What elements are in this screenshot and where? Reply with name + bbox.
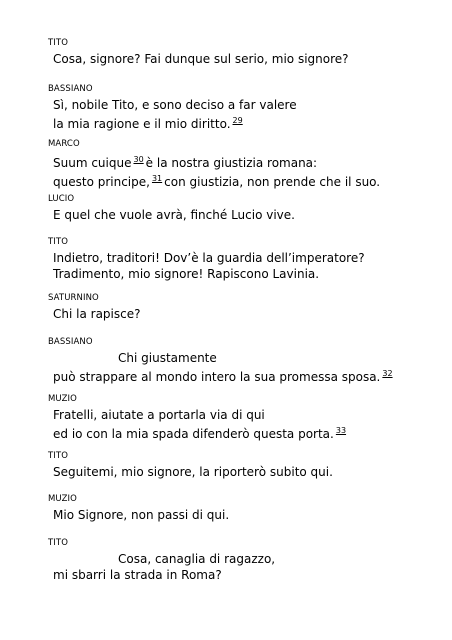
footnote-link[interactable]: 31: [151, 174, 163, 183]
speaker-name: SATURNINO: [48, 293, 99, 303]
verse-line: [53, 507, 428, 523]
verse-text: Seguitemi, mio signore, la riporterò subito qui.: [53, 465, 333, 479]
verse-line: [53, 350, 428, 366]
verse-text: Sì, nobile Tito, e sono deciso a far valere: [53, 98, 297, 112]
verse-text: è la nostra giustizia romana:: [145, 156, 318, 170]
verse-line: [53, 567, 428, 583]
footnote-link[interactable]: 33: [335, 426, 347, 435]
speech-text: [48, 207, 428, 223]
verse-line: [53, 266, 428, 282]
speech-text: [48, 250, 428, 282]
verse-text: Mio Signore, non passi di qui.: [53, 508, 230, 522]
speech-block: [48, 38, 428, 67]
verse-text: Cosa, signore? Fai dunque sul serio, mio signore?: [53, 52, 349, 66]
speech-block: [48, 494, 428, 523]
speech-block: [48, 84, 428, 132]
speech-block: [48, 394, 428, 442]
verse-line: [53, 113, 428, 132]
speech-text: [48, 51, 428, 67]
speaker-name: BASSIANO: [48, 84, 93, 94]
verse-text: Cosa, canaglia di ragazzo,: [118, 552, 276, 566]
verse-text: E quel che vuole avrà, finché Lucio vive.: [53, 208, 295, 222]
verse-text: Tradimento, mio signore! Rapiscono Lavinia.: [53, 267, 320, 281]
speaker-name: LUCIO: [48, 194, 75, 204]
speaker-name: BASSIANO: [48, 337, 93, 347]
verse-line: [53, 152, 428, 171]
verse-line: [53, 51, 428, 67]
verse-line: [53, 464, 428, 480]
speaker-name: MARCO: [48, 139, 80, 149]
speech-block: [48, 538, 428, 583]
footnote-link[interactable]: 32: [382, 369, 393, 378]
verse-text: Suum cuique: [53, 156, 132, 170]
speech-block: [48, 337, 428, 385]
verse-text: può strappare al mondo intero la sua promessa sposa.: [53, 370, 381, 384]
speech-text: [48, 97, 428, 132]
verse-text: Indietro, traditori! Dov’è la guardia dell’imperatore?: [53, 251, 365, 265]
verse-text: ed io con la mia spada difenderò questa porta.: [53, 427, 334, 441]
speech-block: [48, 237, 428, 282]
verse-line: [53, 366, 428, 385]
speech-text: [48, 350, 428, 385]
speaker-name: TITO: [48, 237, 68, 247]
verse-line: [53, 306, 428, 322]
verse-text: la mia ragione e il mio diritto.: [53, 117, 231, 131]
verse-text: Fratelli, aiutate a portarla via di qui: [53, 408, 265, 422]
footnote-link[interactable]: 29: [232, 116, 243, 125]
speech-text: [48, 306, 428, 322]
verse-line: [53, 97, 428, 113]
speech-text: [48, 464, 428, 480]
verse-text: Chi giustamente: [118, 351, 217, 365]
verse-text: con giustizia, non prende che il suo.: [164, 175, 381, 189]
speech-block: [48, 139, 428, 190]
speech-block: [48, 194, 428, 223]
speech-text: [48, 551, 428, 583]
speech-block: [48, 451, 428, 480]
verse-line: [53, 207, 428, 223]
speaker-name: TITO: [48, 538, 68, 548]
footnote-link[interactable]: 30: [133, 155, 144, 164]
verse-text: questo principe,: [53, 175, 150, 189]
verse-line: [53, 407, 428, 423]
verse-line: [53, 551, 428, 567]
verse-line: [53, 171, 428, 190]
speaker-name: MUZIO: [48, 494, 77, 504]
speaker-name: TITO: [48, 451, 68, 461]
verse-line: [53, 423, 428, 442]
verse-text: mi sbarri la strada in Roma?: [53, 568, 222, 582]
verse-line: [53, 250, 428, 266]
speech-text: [48, 507, 428, 523]
speech-block: [48, 293, 428, 322]
verse-text: Chi la rapisce?: [53, 307, 141, 321]
speaker-name: TITO: [48, 38, 68, 48]
speaker-name: MUZIO: [48, 394, 77, 404]
speech-text: [48, 152, 428, 190]
speech-text: [48, 407, 428, 442]
